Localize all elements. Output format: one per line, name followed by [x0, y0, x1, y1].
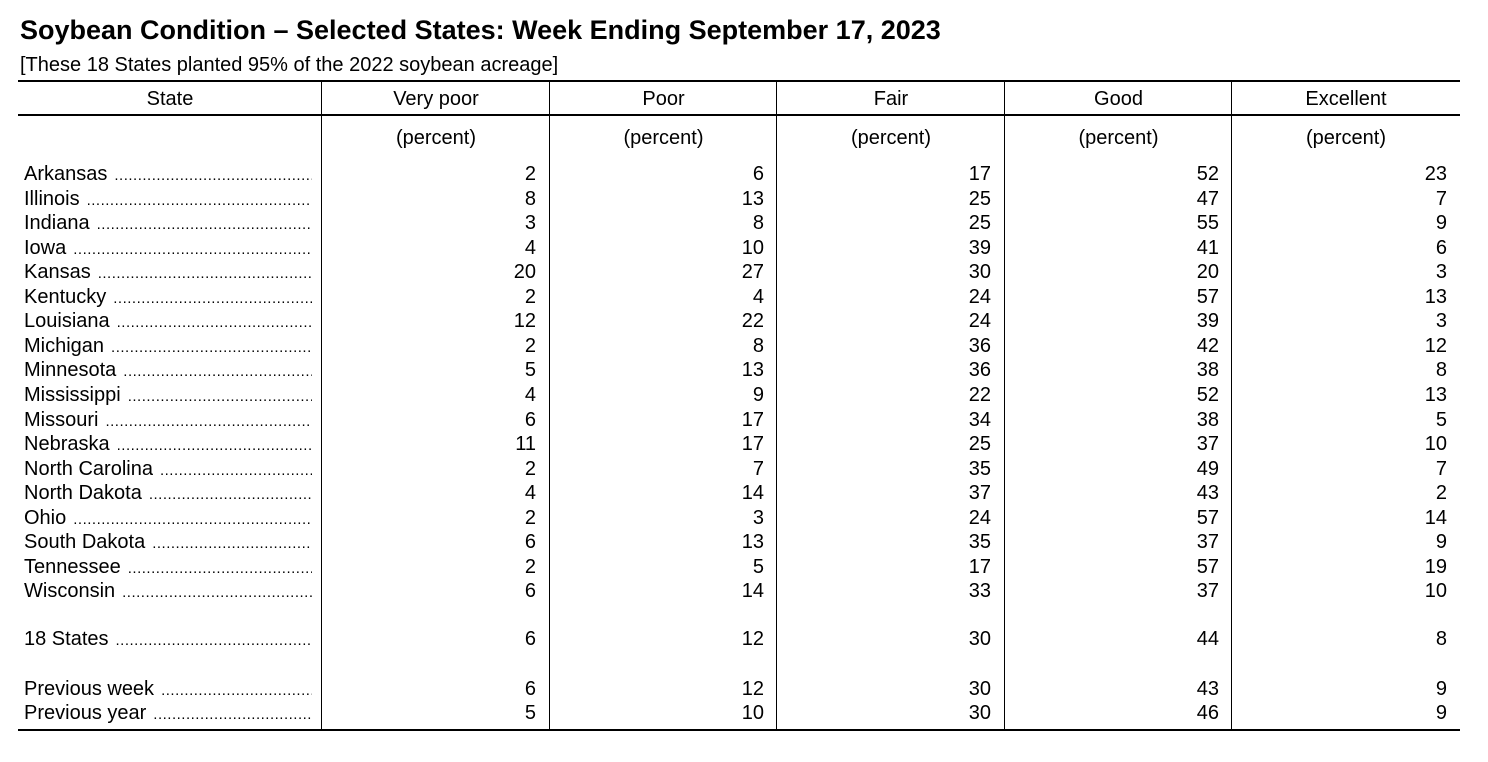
table-rule	[18, 729, 1460, 731]
unit-label: (percent)	[1078, 127, 1159, 149]
state-name	[24, 555, 312, 579]
table-row	[0, 162, 1488, 186]
column-header: Fair	[873, 88, 909, 110]
table-row	[0, 579, 1488, 603]
state-name	[24, 701, 312, 725]
leader-dots	[160, 459, 312, 481]
state-name	[24, 211, 312, 235]
cell-value: 9	[1435, 678, 1447, 700]
cell-value: 27	[741, 261, 764, 283]
leader-dots	[87, 189, 312, 211]
table-row	[0, 701, 1488, 725]
state-name	[24, 506, 312, 530]
cell-value: 9	[1435, 212, 1447, 234]
cell-value: 9	[752, 384, 764, 406]
state-label: North Carolina	[24, 458, 153, 480]
cell-value: 36	[968, 335, 991, 357]
table-row	[0, 530, 1488, 554]
cell-value: 3	[524, 212, 536, 234]
cell-value: 13	[1424, 384, 1447, 406]
table-row	[0, 236, 1488, 260]
table-row	[0, 506, 1488, 530]
cell-value: 37	[1196, 531, 1219, 553]
state-label: Arkansas	[24, 163, 108, 185]
leader-dots	[117, 311, 312, 333]
cell-value: 14	[741, 580, 764, 602]
state-label: Iowa	[24, 237, 67, 259]
leader-dots	[152, 532, 312, 554]
cell-value: 10	[1424, 433, 1447, 455]
cell-value: 12	[513, 310, 536, 332]
state-label: Kansas	[24, 261, 91, 283]
cell-value: 6	[524, 531, 536, 553]
leader-dots	[73, 508, 312, 530]
cell-value: 19	[1424, 556, 1447, 578]
state-label: Mississippi	[24, 384, 121, 406]
cell-value: 2	[524, 458, 536, 480]
leader-dots	[128, 385, 312, 407]
table-row	[0, 481, 1488, 505]
cell-value: 47	[1196, 188, 1219, 210]
unit-label: (percent)	[395, 127, 477, 149]
leader-dots	[105, 410, 312, 432]
leader-dots	[161, 679, 312, 701]
state-label: Nebraska	[24, 433, 110, 455]
cell-value: 4	[752, 286, 764, 308]
cell-value: 52	[1196, 163, 1219, 185]
cell-value: 30	[968, 628, 991, 650]
leader-dots	[123, 360, 312, 382]
cell-value: 14	[741, 482, 764, 504]
cell-value: 37	[1196, 433, 1219, 455]
cell-value: 25	[968, 212, 991, 234]
state-label: Michigan	[24, 335, 105, 357]
state-name	[24, 457, 312, 481]
state-label: Louisiana	[24, 310, 110, 332]
state-name	[24, 334, 312, 358]
cell-value: 5	[524, 702, 536, 724]
table-row	[0, 627, 1488, 651]
cell-value: 34	[968, 409, 991, 431]
cell-value: 8	[524, 188, 536, 210]
state-name	[24, 162, 312, 186]
cell-value: 4	[524, 482, 536, 504]
leader-dots	[149, 483, 312, 505]
cell-value: 17	[968, 163, 991, 185]
cell-value: 6	[524, 580, 536, 602]
cell-value: 11	[515, 433, 536, 455]
cell-value: 44	[1196, 628, 1219, 650]
cell-value: 39	[1196, 310, 1219, 332]
table-row	[0, 187, 1488, 211]
leader-dots	[97, 213, 312, 235]
table-rule	[18, 80, 1460, 82]
cell-value: 57	[1196, 286, 1219, 308]
state-name	[24, 677, 312, 701]
cell-value: 2	[524, 335, 536, 357]
state-label: Ohio	[24, 507, 67, 529]
cell-value: 5	[752, 556, 764, 578]
cell-value: 9	[1435, 702, 1447, 724]
cell-value: 13	[741, 188, 764, 210]
cell-value: 55	[1196, 212, 1219, 234]
cell-value: 14	[1424, 507, 1447, 529]
state-label: Wisconsin	[24, 580, 116, 602]
state-label: Tennessee	[24, 556, 121, 578]
table-row	[0, 260, 1488, 284]
state-label: Missouri	[24, 409, 99, 431]
table-row	[0, 334, 1488, 358]
cell-value: 20	[1196, 261, 1219, 283]
state-name	[24, 285, 312, 309]
leader-dots	[116, 629, 312, 651]
cell-value: 7	[1435, 458, 1447, 480]
table-row	[0, 432, 1488, 456]
state-name	[24, 358, 312, 382]
leader-dots	[98, 262, 312, 284]
cell-value: 52	[1196, 384, 1219, 406]
table-rule	[18, 114, 1460, 116]
cell-value: 30	[968, 702, 991, 724]
column-header: Very poor	[393, 88, 479, 110]
cell-value: 13	[741, 359, 764, 381]
column-header: Poor	[642, 88, 685, 110]
state-label: Previous week	[24, 678, 155, 700]
leader-dots	[128, 557, 312, 579]
cell-value: 36	[968, 359, 991, 381]
state-label: North Dakota	[24, 482, 142, 504]
cell-value: 8	[752, 212, 764, 234]
state-label: Illinois	[24, 188, 80, 210]
table-row	[0, 383, 1488, 407]
cell-value: 37	[968, 482, 991, 504]
state-name	[24, 383, 312, 407]
table-row	[0, 457, 1488, 481]
cell-value: 6	[524, 409, 536, 431]
cell-value: 2	[524, 163, 536, 185]
cell-value: 10	[741, 237, 764, 259]
cell-value: 5	[524, 359, 536, 381]
table-row	[0, 677, 1488, 701]
cell-value: 2	[524, 286, 536, 308]
cell-value: 3	[1435, 310, 1447, 332]
cell-value: 4	[524, 237, 536, 259]
cell-value: 22	[968, 384, 991, 406]
state-label: Kentucky	[24, 286, 107, 308]
unit-label: (percent)	[623, 127, 704, 149]
leader-dots	[111, 336, 312, 358]
cell-value: 8	[1435, 628, 1447, 650]
state-name	[24, 432, 312, 456]
column-header: State	[146, 88, 194, 110]
cell-value: 7	[752, 458, 764, 480]
state-label: 18 States	[24, 628, 109, 650]
state-label: Indiana	[24, 212, 90, 234]
cell-value: 37	[1196, 580, 1219, 602]
report-subtitle: [These 18 States planted 95% of the 2022 soybean acreage]	[20, 54, 559, 76]
cell-value: 20	[513, 261, 536, 283]
cell-value: 38	[1196, 359, 1219, 381]
cell-value: 35	[968, 531, 991, 553]
cell-value: 24	[968, 310, 991, 332]
cell-value: 49	[1196, 458, 1219, 480]
column-header: Excellent	[1305, 88, 1387, 110]
cell-value: 9	[1435, 531, 1447, 553]
state-label: South Dakota	[24, 531, 146, 553]
state-name	[24, 408, 312, 432]
state-name	[24, 187, 312, 211]
cell-value: 10	[1424, 580, 1447, 602]
unit-label: (percent)	[1305, 127, 1387, 149]
cell-value: 12	[741, 678, 764, 700]
cell-value: 24	[968, 286, 991, 308]
report-title: Soybean Condition – Selected States: Week Ending September 17, 2023	[20, 15, 941, 45]
state-name	[24, 530, 312, 554]
leader-dots	[73, 238, 312, 260]
cell-value: 5	[1435, 409, 1447, 431]
cell-value: 43	[1196, 678, 1219, 700]
cell-value: 12	[741, 628, 764, 650]
cell-value: 12	[1424, 335, 1447, 357]
unit-label: (percent)	[850, 127, 932, 149]
cell-value: 30	[968, 678, 991, 700]
table-row	[0, 358, 1488, 382]
table-row	[0, 408, 1488, 432]
cell-value: 25	[968, 188, 991, 210]
leader-dots	[122, 581, 312, 603]
leader-dots	[114, 164, 312, 186]
table-row	[0, 309, 1488, 333]
cell-value: 22	[741, 310, 764, 332]
cell-value: 46	[1196, 702, 1219, 724]
cell-value: 35	[968, 458, 991, 480]
cell-value: 13	[1424, 286, 1447, 308]
cell-value: 6	[524, 678, 536, 700]
cell-value: 24	[968, 507, 991, 529]
cell-value: 30	[968, 261, 991, 283]
cell-value: 3	[752, 507, 764, 529]
cell-value: 6	[752, 163, 764, 185]
cell-value: 10	[741, 702, 764, 724]
cell-value: 17	[968, 556, 991, 578]
cell-value: 57	[1196, 507, 1219, 529]
state-name	[24, 579, 312, 603]
state-name	[24, 627, 312, 651]
cell-value: 38	[1196, 409, 1219, 431]
cell-value: 39	[968, 237, 991, 259]
cell-value: 41	[1196, 237, 1219, 259]
state-label: Previous year	[24, 702, 147, 724]
cell-value: 57	[1196, 556, 1219, 578]
cell-value: 6	[524, 628, 536, 650]
cell-value: 13	[741, 531, 764, 553]
cell-value: 4	[524, 384, 536, 406]
cell-value: 8	[752, 335, 764, 357]
state-name	[24, 260, 312, 284]
table-row	[0, 285, 1488, 309]
cell-value: 8	[1435, 359, 1447, 381]
cell-value: 2	[524, 507, 536, 529]
cell-value: 42	[1196, 335, 1219, 357]
cell-value: 3	[1435, 261, 1447, 283]
cell-value: 17	[741, 409, 764, 431]
cell-value: 17	[741, 433, 764, 455]
cell-value: 43	[1196, 482, 1219, 504]
cell-value: 33	[968, 580, 991, 602]
cell-value: 23	[1424, 163, 1447, 185]
cell-value: 25	[968, 433, 991, 455]
state-label: Minnesota	[24, 359, 117, 381]
cell-value: 7	[1435, 188, 1447, 210]
leader-dots	[153, 703, 312, 725]
cell-value: 2	[524, 556, 536, 578]
cell-value: 2	[1435, 482, 1447, 504]
state-name	[24, 481, 312, 505]
column-header: Good	[1094, 88, 1143, 110]
leader-dots	[117, 434, 312, 456]
table-row	[0, 211, 1488, 235]
state-name	[24, 236, 312, 260]
table-row	[0, 555, 1488, 579]
leader-dots	[113, 287, 312, 309]
state-name	[24, 309, 312, 333]
cell-value: 6	[1435, 237, 1447, 259]
